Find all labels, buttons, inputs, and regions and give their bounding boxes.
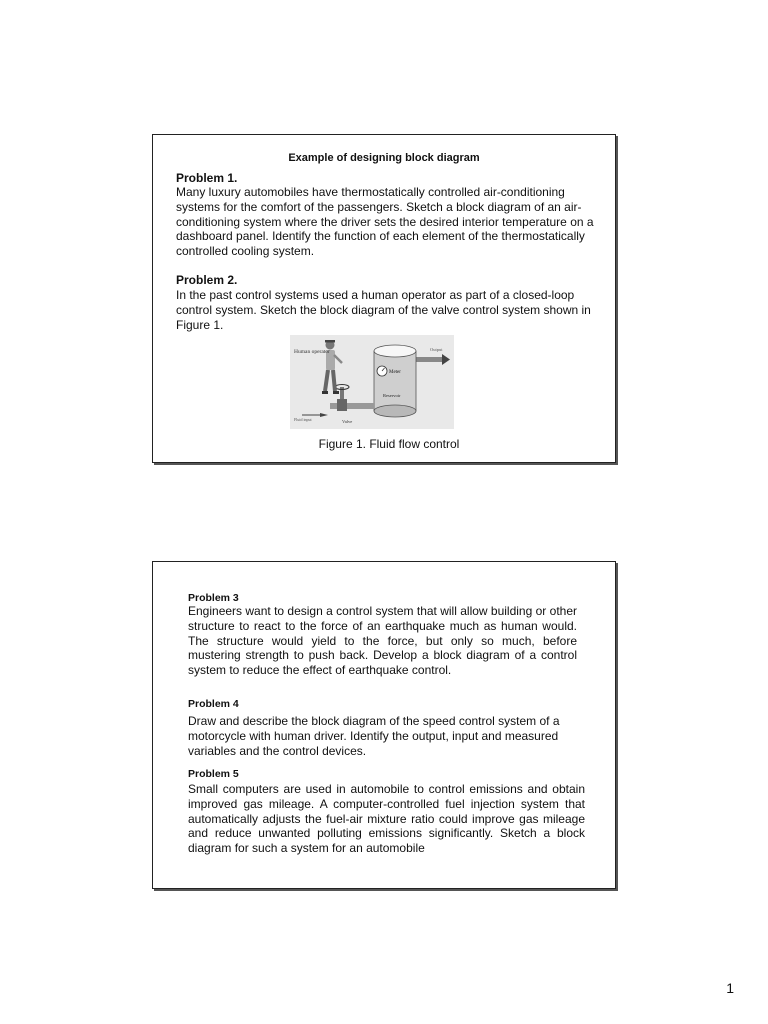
- problem-3-heading: Problem 3: [188, 592, 239, 604]
- fluid-flow-control-figure: [290, 335, 454, 429]
- figure-caption: Figure 1. Fluid flow control: [318, 437, 460, 451]
- label-reservoir: Reservoir: [383, 393, 401, 398]
- problem-2-text: In the past control systems used a human operator as part of a closed-loop control system. Sketch the block diagram of the valve control system shown in Figure 1.: [176, 288, 591, 332]
- slide-title: Example of designing block diagram: [288, 152, 480, 164]
- reservoir-tank: [374, 351, 416, 411]
- problem-5-heading: Problem 5: [188, 768, 239, 780]
- label-human-operator: Human operator: [294, 349, 330, 355]
- page-number: 1: [726, 980, 734, 996]
- label-output: Output: [430, 347, 443, 352]
- label-meter: Meter: [389, 370, 401, 375]
- label-fluid-input: Fluid input: [294, 417, 312, 422]
- problem-3-text: Engineers want to design a control system that will allow building or other structure to react to the force of an earthquake much as human would. The structure would yield to the force, but only so much, before mustering strength to push back. Develop a block diagram of a control system to reduce the effect of earthquake control.: [188, 604, 577, 678]
- slide-1: [152, 134, 616, 463]
- problem-4-heading: Problem 4: [188, 698, 239, 710]
- problem-4-text: Draw and describe the block diagram of the speed control system of a motorcycle with human driver. Identify the output, input and measured variables and the control devices.: [188, 714, 560, 758]
- problem-2-heading: Problem 2.: [176, 273, 238, 287]
- input-pipe: [330, 403, 374, 409]
- label-valve: Valve: [342, 419, 353, 424]
- valve-body: [337, 399, 347, 411]
- slide-2: [152, 561, 616, 889]
- problem-1-text: Many luxury automobiles have thermostatically controlled air-conditioning systems for the comfort of the passengers. Sketch a block diagram of an air-conditioning system where the driver sets the desired interior temperature on a dashboard panel. Identify the function of each element of the thermostatically controlled cooling system.: [176, 185, 594, 259]
- problem-5-text: Small computers are used in automobile to control emissions and obtain improved gas mileage. A computer-controlled fuel injection system that automatically adjusts the fuel-air mixture ratio could improve gas mileage and reduce unwanted polluting emissions significantly. Sketch a block diagram for such a system for an automobile: [188, 782, 585, 856]
- problem-1-heading: Problem 1.: [176, 171, 238, 185]
